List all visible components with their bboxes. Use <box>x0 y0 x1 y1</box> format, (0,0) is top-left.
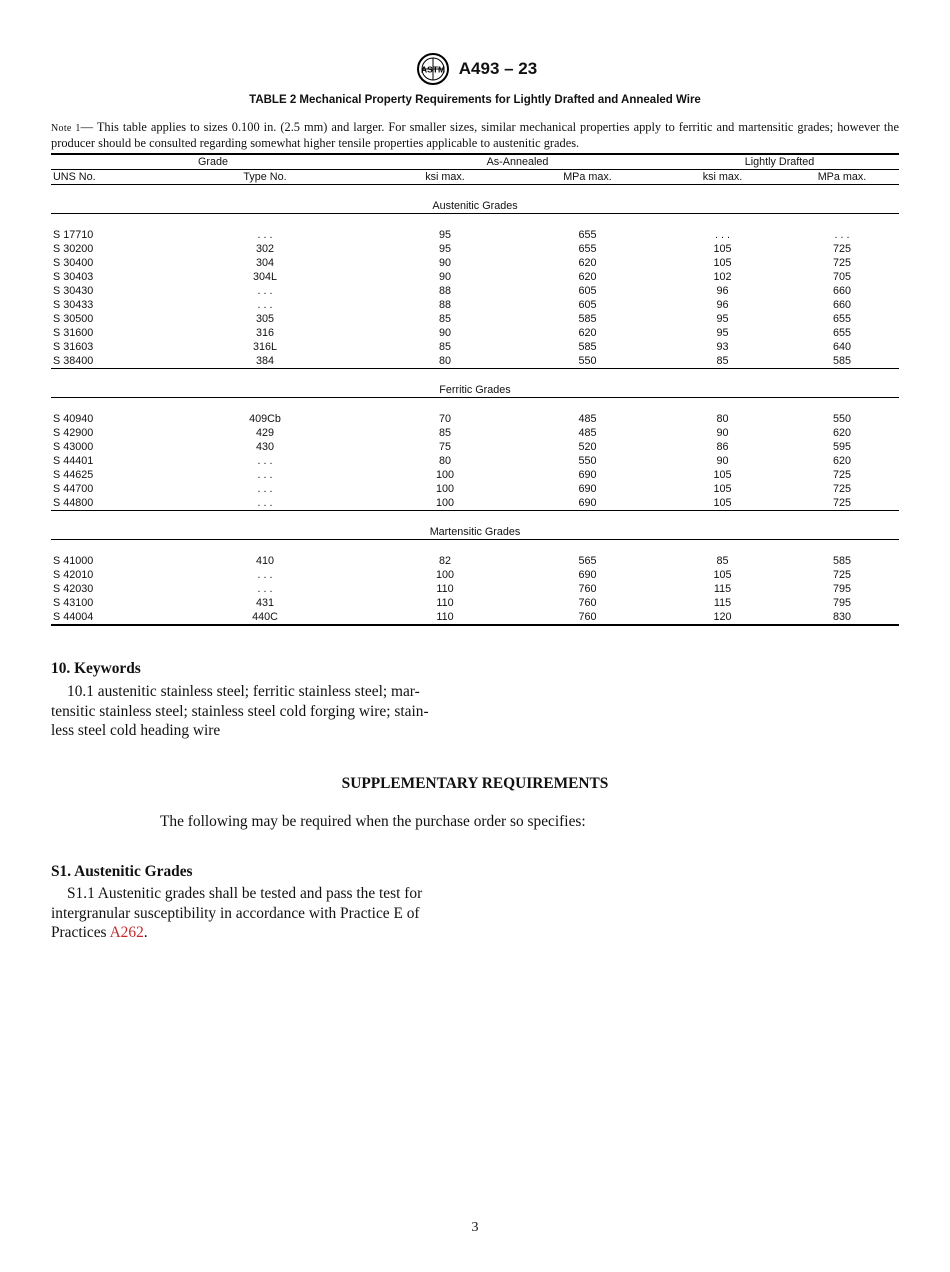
uns-no-cell: S 42030 <box>53 583 94 595</box>
table-row <box>51 596 899 610</box>
spacer-row <box>51 214 899 229</box>
type-no-cell: 384 <box>155 354 375 369</box>
mpa-annealed-cell: 520 <box>578 441 597 453</box>
col-mpa-annealed: MPa max. <box>515 170 660 185</box>
type-no-cell: . . . <box>257 299 273 311</box>
ksi-annealed-cell: 80 <box>438 455 451 467</box>
mpa-drafted-cell: 550 <box>832 413 851 425</box>
col-uns: UNS No. <box>51 170 155 185</box>
section-title: Martensitic Grades <box>51 525 899 540</box>
mpa-annealed-cell: 690 <box>578 469 597 481</box>
type-no-cell: . . . <box>257 583 273 595</box>
mpa-annealed-cell: 585 <box>578 313 597 325</box>
mpa-drafted-cell: 640 <box>832 341 851 353</box>
page-header <box>0 52 950 86</box>
type-no-cell: . . . <box>257 569 273 581</box>
ksi-drafted-cell: 93 <box>716 341 729 353</box>
section-title: Austenitic Grades <box>51 199 899 214</box>
uns-no-cell: S 42900 <box>53 427 94 439</box>
spacer-row <box>51 398 899 413</box>
mpa-drafted-cell: 830 <box>785 610 899 625</box>
table-row <box>51 496 899 511</box>
table-row <box>51 426 899 440</box>
col-ksi-annealed: ksi max. <box>375 170 515 185</box>
mpa-annealed-cell: 605 <box>578 299 597 311</box>
type-no-cell: . . . <box>257 469 273 481</box>
table-row <box>51 298 899 312</box>
ksi-annealed-cell: 88 <box>438 299 451 311</box>
mpa-annealed-cell: 690 <box>578 569 597 581</box>
mpa-drafted-cell: 725 <box>832 569 851 581</box>
group-header-row <box>51 154 899 170</box>
ksi-annealed-cell: 95 <box>438 243 451 255</box>
uns-no-cell: S 30200 <box>53 243 94 255</box>
uns-no-cell: S 30400 <box>53 257 94 269</box>
uns-no-cell: S 38400 <box>51 354 155 369</box>
table-row <box>51 454 899 468</box>
type-no-cell: 316 <box>255 327 274 339</box>
keywords-paragraph <box>51 682 461 741</box>
ksi-drafted-cell: 120 <box>660 610 785 625</box>
mpa-annealed-cell: 655 <box>578 229 597 241</box>
ksi-annealed-cell: 82 <box>438 555 451 567</box>
supplementary-intro: The following may be required when the purchase order so specifies: <box>160 813 586 830</box>
document-id: A493 – 23 <box>458 59 538 78</box>
mpa-drafted-cell: 725 <box>832 257 851 269</box>
mpa-annealed-cell: 565 <box>578 555 597 567</box>
mpa-drafted-cell: 585 <box>785 354 899 369</box>
uns-no-cell: S 41000 <box>53 555 94 567</box>
col-mpa-drafted: MPa max. <box>785 170 899 185</box>
s1-line3-prefix: Practices <box>51 924 110 941</box>
mpa-drafted-cell: 620 <box>832 427 851 439</box>
mpa-annealed-cell: 550 <box>578 455 597 467</box>
ksi-drafted-cell: . . . <box>715 229 730 241</box>
type-no-cell: 305 <box>255 313 274 325</box>
mpa-annealed-cell: 605 <box>578 285 597 297</box>
ksi-drafted-cell: 96 <box>716 299 729 311</box>
uns-no-cell: S 44800 <box>51 496 155 511</box>
mpa-annealed-cell: 550 <box>515 354 660 369</box>
mpa-annealed-cell: 655 <box>578 243 597 255</box>
ksi-drafted-cell: 115 <box>713 597 732 609</box>
type-no-cell: 430 <box>255 441 274 453</box>
table-body <box>51 185 899 626</box>
mpa-drafted-cell: 620 <box>832 455 851 467</box>
table-row <box>51 568 899 582</box>
uns-no-cell: S 30403 <box>53 271 94 283</box>
ksi-drafted-cell: 90 <box>716 427 729 439</box>
s1-line <box>51 923 461 943</box>
ksi-drafted-cell: 105 <box>713 483 732 495</box>
type-no-cell: . . . <box>257 455 273 467</box>
ksi-drafted-cell: 90 <box>716 455 729 467</box>
spacer-row <box>51 369 899 384</box>
ksi-annealed-cell: 70 <box>438 413 451 425</box>
mpa-drafted-cell: 705 <box>832 271 851 283</box>
ksi-drafted-cell: 105 <box>713 243 732 255</box>
mpa-drafted-cell: 655 <box>832 327 851 339</box>
table-row <box>51 440 899 454</box>
mpa-drafted-cell: 595 <box>832 441 851 453</box>
spacer-row <box>51 540 899 555</box>
uns-no-cell: S 42010 <box>53 569 94 581</box>
ksi-drafted-cell: 115 <box>713 583 732 595</box>
ksi-annealed-cell: 90 <box>438 271 451 283</box>
table-row <box>51 270 899 284</box>
header-lightly-drafted: Lightly Drafted <box>660 154 899 170</box>
type-no-cell: . . . <box>257 229 273 241</box>
table-row <box>51 468 899 482</box>
table-row <box>51 482 899 496</box>
s1-line: S1.1 Austenitic grades shall be tested and pass the test for <box>67 885 423 902</box>
mpa-annealed-cell: 760 <box>578 597 597 609</box>
uns-no-cell: S 31603 <box>53 341 94 353</box>
uns-no-cell: S 44004 <box>51 610 155 625</box>
table-row <box>51 326 899 340</box>
type-no-cell: . . . <box>257 483 273 495</box>
ksi-drafted-cell: 105 <box>660 496 785 511</box>
mpa-annealed-cell: 620 <box>578 327 597 339</box>
mpa-drafted-cell: 725 <box>832 469 851 481</box>
mpa-annealed-cell: 690 <box>515 496 660 511</box>
header-grade: Grade <box>51 154 375 170</box>
col-type: Type No. <box>155 170 375 185</box>
mpa-annealed-cell: 585 <box>578 341 597 353</box>
ksi-drafted-cell: 95 <box>716 313 729 325</box>
col-ksi-drafted: ksi max. <box>660 170 785 185</box>
type-no-cell: 316L <box>252 341 278 353</box>
mpa-drafted-cell: 795 <box>832 597 851 609</box>
page-number: 3 <box>471 1220 479 1235</box>
ksi-annealed-cell: 90 <box>438 257 451 269</box>
type-no-cell: 304 <box>255 257 274 269</box>
keywords-line: less steel cold heading wire <box>51 722 221 739</box>
table-row <box>51 354 899 369</box>
type-no-cell: . . . <box>155 496 375 511</box>
ksi-drafted-cell: 80 <box>716 413 729 425</box>
type-no-cell: 429 <box>255 427 274 439</box>
ksi-drafted-cell: 105 <box>713 569 732 581</box>
mpa-annealed-cell: 690 <box>578 483 597 495</box>
mpa-drafted-cell: 660 <box>832 299 851 311</box>
uns-no-cell: S 30430 <box>53 285 94 297</box>
ksi-drafted-cell: 102 <box>713 271 732 283</box>
ksi-annealed-cell: 110 <box>375 610 515 625</box>
section-header-row <box>51 383 899 398</box>
type-no-cell: 440C <box>155 610 375 625</box>
spacer-row <box>51 185 899 200</box>
keywords-line: 10.1 austenitic stainless steel; ferritic stainless steel; mar- <box>67 683 420 700</box>
mpa-drafted-cell: 795 <box>832 583 851 595</box>
mpa-drafted-cell: 725 <box>832 483 851 495</box>
uns-no-cell: S 43000 <box>53 441 94 453</box>
table-row <box>51 610 899 625</box>
mpa-drafted-cell: 660 <box>832 285 851 297</box>
table-row <box>51 256 899 270</box>
a262-link[interactable]: A262 <box>109 924 144 941</box>
uns-no-cell: S 30433 <box>53 299 94 311</box>
column-header-row <box>51 170 899 185</box>
type-no-cell: 410 <box>255 555 274 567</box>
ksi-annealed-cell: 90 <box>438 327 451 339</box>
mpa-annealed-cell: 620 <box>578 257 597 269</box>
table-note <box>51 120 899 150</box>
uns-no-cell: S 31600 <box>53 327 94 339</box>
ksi-annealed-cell: 100 <box>435 483 454 495</box>
section-header-row <box>51 199 899 214</box>
ksi-drafted-cell: 85 <box>716 555 729 567</box>
ksi-annealed-cell: 80 <box>375 354 515 369</box>
mpa-drafted-cell: 585 <box>832 555 851 567</box>
ksi-annealed-cell: 100 <box>435 569 454 581</box>
ksi-annealed-cell: 75 <box>438 441 451 453</box>
mpa-drafted-cell: 655 <box>832 313 851 325</box>
table-row <box>51 412 899 426</box>
note-label: Note 1 <box>51 123 81 134</box>
table-row <box>51 340 899 354</box>
header-as-annealed: As-Annealed <box>375 154 660 170</box>
ksi-annealed-cell: 88 <box>438 285 451 297</box>
note-text: — This table applies to sizes 0.100 in. (2.5 mm) and larger. For smaller sizes, similar mechanical properties apply to ferritic and martensitic grades; however the producer should be consulted regarding somewhat higher tensile properties applicable to austenitic grades. <box>51 120 899 150</box>
ksi-annealed-cell: 85 <box>438 313 451 325</box>
spacer-row <box>51 511 899 526</box>
table-row <box>51 228 899 242</box>
ksi-annealed-cell: 85 <box>438 341 451 353</box>
uns-no-cell: S 44700 <box>53 483 94 495</box>
mechanical-property-table <box>51 153 899 626</box>
uns-no-cell: S 44401 <box>53 455 94 467</box>
ksi-annealed-cell: 110 <box>436 597 454 609</box>
type-no-cell: 304L <box>252 271 278 283</box>
type-no-cell: 409Cb <box>249 413 281 425</box>
uns-no-cell: S 17710 <box>53 229 94 241</box>
s1-heading: S1. Austenitic Grades <box>51 863 193 880</box>
s1-paragraph <box>51 884 461 943</box>
uns-no-cell: S 30500 <box>53 313 94 325</box>
mpa-drafted-cell: 725 <box>785 496 899 511</box>
uns-no-cell: S 44625 <box>53 469 94 481</box>
ksi-drafted-cell: 105 <box>713 469 732 481</box>
mpa-annealed-cell: 485 <box>578 413 597 425</box>
ksi-annealed-cell: 100 <box>375 496 515 511</box>
section-header-row <box>51 525 899 540</box>
type-no-cell: . . . <box>257 285 273 297</box>
type-no-cell: 431 <box>255 597 274 609</box>
uns-no-cell: S 43100 <box>53 597 94 609</box>
ksi-drafted-cell: 105 <box>713 257 732 269</box>
mpa-drafted-cell: 725 <box>832 243 851 255</box>
ksi-annealed-cell: 110 <box>436 583 454 595</box>
mpa-annealed-cell: 760 <box>578 583 597 595</box>
supplementary-heading: SUPPLEMENTARY REQUIREMENTS <box>341 775 609 792</box>
ksi-drafted-cell: 85 <box>660 354 785 369</box>
keywords-heading: 10. Keywords <box>51 660 141 677</box>
mpa-annealed-cell: 760 <box>515 610 660 625</box>
section-title: Ferritic Grades <box>51 383 899 398</box>
mpa-annealed-cell: 620 <box>578 271 597 283</box>
type-no-cell: 302 <box>255 243 274 255</box>
ksi-annealed-cell: 85 <box>438 427 451 439</box>
ksi-drafted-cell: 86 <box>716 441 729 453</box>
astm-logo-icon <box>413 52 453 86</box>
mpa-drafted-cell: . . . <box>834 229 850 241</box>
logo-text: ASTM <box>420 64 445 75</box>
s1-line3-suffix: . <box>143 924 148 941</box>
keywords-line: tensitic stainless steel; stainless steel cold forging wire; stain- <box>51 702 429 720</box>
table-row <box>51 284 899 298</box>
table-row <box>51 582 899 596</box>
table-row <box>51 554 899 568</box>
mpa-annealed-cell: 485 <box>578 427 597 439</box>
table-row <box>51 312 899 326</box>
ksi-annealed-cell: 95 <box>438 229 451 241</box>
ksi-annealed-cell: 100 <box>435 469 454 481</box>
uns-no-cell: S 40940 <box>53 413 94 425</box>
table-title: TABLE 2 Mechanical Property Requirements for Lightly Drafted and Annealed Wire <box>249 94 701 106</box>
ksi-drafted-cell: 96 <box>716 285 729 297</box>
s1-line: intergranular susceptibility in accordance with Practice E of <box>51 904 420 922</box>
ksi-drafted-cell: 95 <box>716 327 729 339</box>
table-row <box>51 242 899 256</box>
